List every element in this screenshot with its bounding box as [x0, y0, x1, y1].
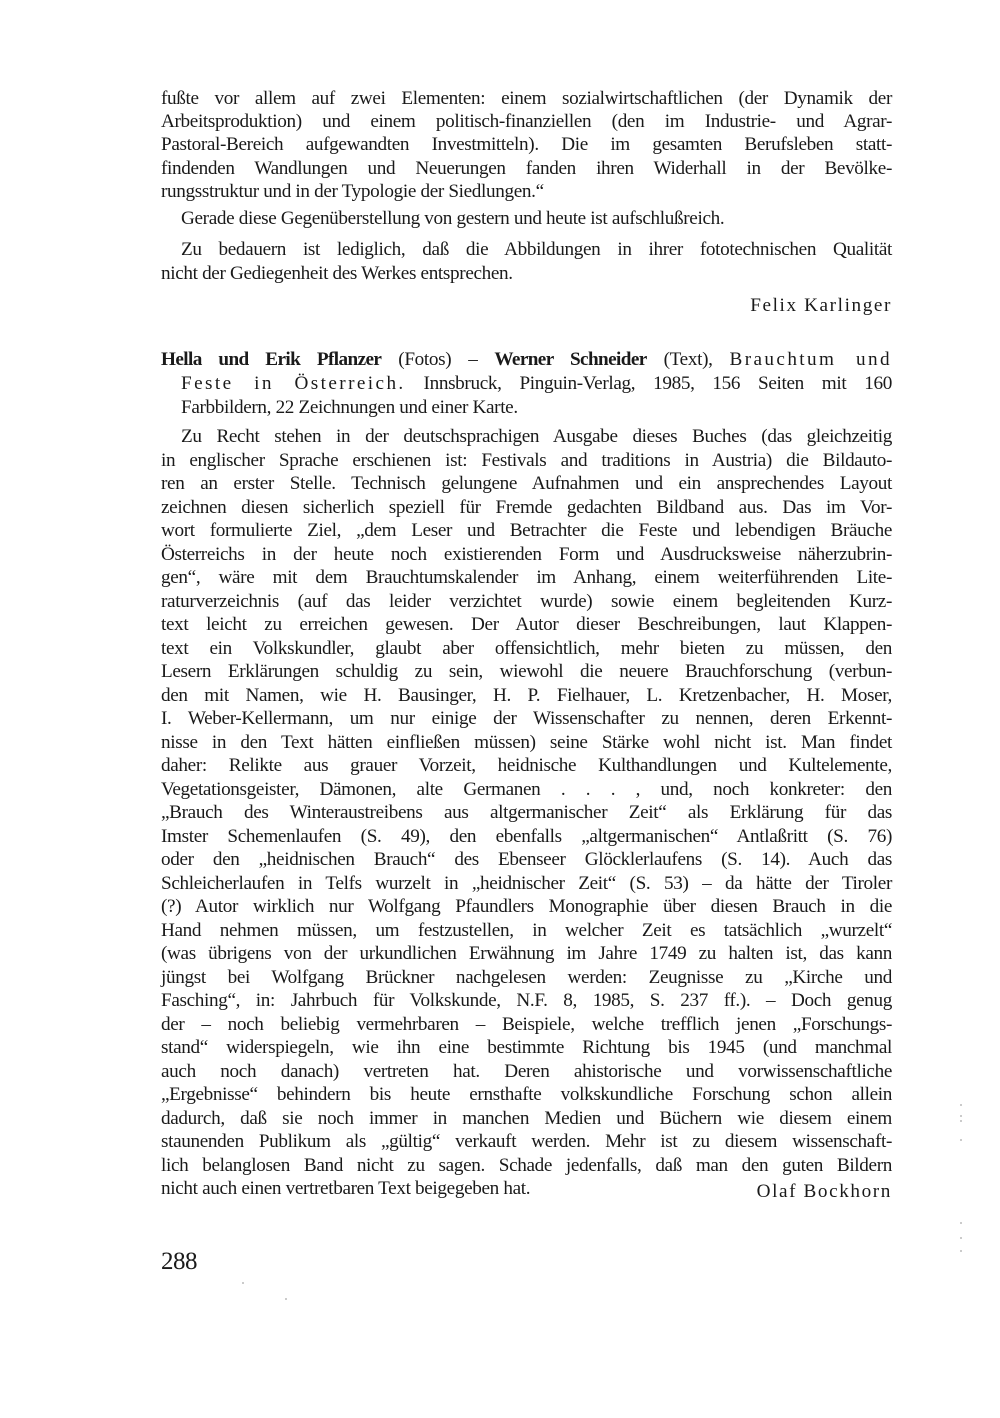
body-line: (?) Autor wirklich nur Wolfgang Pfaundlers Monographie über diesen Brauch in die [161, 896, 892, 917]
body-line: staunenden Publikum als „gültig“ verkauft werden. Mehr ist zu diesem wissenschaft- [161, 1131, 892, 1152]
body-line: zeichnen diesen sicherlich speziell für Fremde gedachten Bildband aus. Das im Vor- [161, 496, 892, 518]
scan-speck [960, 1237, 962, 1239]
publication-info: Innsbruck, Pinguin-Verlag, 1985, 156 Seiten mit 160 [405, 373, 892, 394]
scan-speck [960, 1250, 962, 1252]
photo-authors: Hella und Erik Pflanzer [161, 349, 382, 370]
body-line: in englischer Sprache erschienen ist: Festivals and traditions in Austria) die Bildauto- [161, 449, 892, 471]
scan-speck [285, 1298, 287, 1300]
body-line: nisse in den Text hätten einfließen müssen) seine Stärke wohl nicht ist. Man findet [161, 731, 892, 753]
review-heading-line: Hella und Erik Pflanzer (Fotos) – Werner Schneider (Text), Brauchtum und [161, 349, 893, 370]
review-heading-line [181, 372, 892, 396]
scan-speck [960, 1115, 962, 1117]
page-number: 288 [161, 1248, 197, 1275]
body-line: daher: Relikte aus grauer Vorzeit, heidnische Kulthandlungen und Kultelemente, [161, 755, 892, 776]
body-line: oder den „heidnischen Brauch“ des Ebenseer Glöcklerlaufens (S. 14). Auch das [161, 849, 892, 870]
scan-speck [960, 1104, 962, 1106]
reviewer-signature: Olaf Bockhorn [756, 1181, 892, 1202]
body-line: Zu bedauern ist lediglich, daß die Abbildungen in ihrer fototechnischen Qualität [181, 239, 892, 260]
scan-speck [960, 1139, 962, 1141]
body-line: gen“, wäre mit dem Brauchtumskalender im Anhang, einem weiterführenden Lite- [161, 567, 892, 588]
body-line: lich belanglosen Band nicht zu sagen. Schade jedenfalls, daß man den guten Bildern [161, 1154, 892, 1176]
body-line: text leicht zu erreichen gewesen. Der Autor dieser Beschreibungen, laut Klappen- [161, 614, 892, 635]
body-line: Zu Recht stehen in der deutschsprachigen Ausgabe dieses Buches (das gleichzeitig [181, 426, 892, 447]
book-title: Feste in Österreich. [181, 373, 406, 394]
body-line: text ein Volkskundler, glaubt aber offensichtlich, mehr bieten zu müssen, den [161, 637, 892, 659]
body-line: (was übrigens von der urkundlichen Erwähnung im Jahre 1749 zu halten ist, das kann [161, 943, 892, 964]
body-line: der – noch beliebig vermehrbaren – Beispiele, welche trefflich jenen „Forschungs- [161, 1013, 892, 1035]
body-line: jüngst bei Wolfgang Brückner nachgelesen werden: Zeugnisse zu „Kirche und [161, 966, 892, 988]
body-line: Schleicherlaufen in Telfs wurzelt in „heidnischer Zeit“ (S. 53) – da hätte der Tiroler [161, 872, 892, 894]
body-line: Imster Schemenlaufen (S. 49), den ebenfalls „altgermanischen“ Antlaßritt (S. 76) [161, 825, 892, 847]
body-line: stand“ widerspiegeln, wie ihn eine bestimmte Richtung bis 1945 (und manchmal [161, 1037, 892, 1058]
body-line: fußte vor allem auf zwei Elementen: einem sozialwirtschaftlichen (der Dynamik der [161, 88, 892, 109]
scan-speck [242, 1282, 244, 1284]
body-line: Vegetationsgeister, Dämonen, alte Germanen . . . , und, noch konkreter: den [161, 778, 892, 800]
body-line: ren an erster Stelle. Technisch gelungene Aufnahmen und ein ansprechendes Layout [161, 473, 892, 494]
body-line: nicht der Gediegenheit des Werkes entsprechen. [161, 263, 513, 284]
scan-speck [960, 1120, 962, 1122]
reviewer-signature: Felix Karlinger [750, 295, 892, 316]
text-author: Werner Schneider [494, 349, 647, 370]
body-line: raturverzeichnis (auf das leider verzichtet wurde) sowie einem begleitenden Kurz- [161, 590, 892, 612]
body-line: findenden Wandlungen und Neuerungen fanden ihren Widerhall in der Bevölke- [161, 158, 892, 179]
body-line: den mit Namen, wie H. Bausinger, H. P. Fielhauer, L. Kretzenbacher, H. Moser, [161, 684, 892, 706]
body-line: Pastoral-Bereich aufgewandten Investmitteln). Die im gesamten Berufsleben statt- [161, 134, 892, 155]
publication-info: Farbbildern, 22 Zeichnungen und einer Karte. [181, 397, 518, 418]
body-line: rungsstruktur und in der Typologie der Siedlungen.“ [161, 181, 544, 202]
paragraph: Gerade diese Gegenüberstellung von gestern und heute ist aufschlußreich. [181, 208, 725, 229]
body-line: Arbeitsproduktion) und einem politisch-finanziellen (den im Industrie- und Agrar- [161, 111, 892, 132]
body-line: Österreichs in der heute noch existierenden Form und Ausdrucksweise näherzubrin- [161, 543, 892, 565]
body-line: Lesern Erklärungen schuldig zu sein, wiewohl die neuere Brauchforschung (verbun- [161, 661, 892, 682]
body-line: nicht auch einen vertretbaren Text beigegeben hat. [161, 1178, 531, 1199]
body-line: I. Weber-Kellermann, um nur einige der Wissenschafter zu nennen, deren Erkennt- [161, 708, 892, 729]
book-title: Brauchtum und [729, 349, 893, 370]
body-line: „Brauch des Winteraustreibens aus altgermanischer Zeit“ als Erklärung für das [161, 802, 892, 823]
body-line: Fasching“, in: Jahrbuch für Volkskunde, N.F. 8, 1985, S. 237 ff.). – Doch genug [161, 990, 892, 1011]
body-line: auch noch danach) vertreten hat. Deren ahistorische und vorwissenschaftliche [161, 1060, 892, 1082]
body-line: dadurch, daß sie noch immer in manchen Medien und Büchern wie diesem einem [161, 1107, 892, 1129]
body-line: Hand nehmen müssen, um festzustellen, in welcher Zeit es tatsächlich „wurzelt“ [161, 919, 892, 941]
body-line: wort formulierte Ziel, „dem Leser und Betrachter die Feste und lebendigen Bräuche [161, 520, 892, 541]
body-line: „Ergebnisse“ behindern bis heute ernsthafte volkskundliche Forschung schon allein [161, 1084, 892, 1105]
scan-speck [960, 1222, 962, 1224]
